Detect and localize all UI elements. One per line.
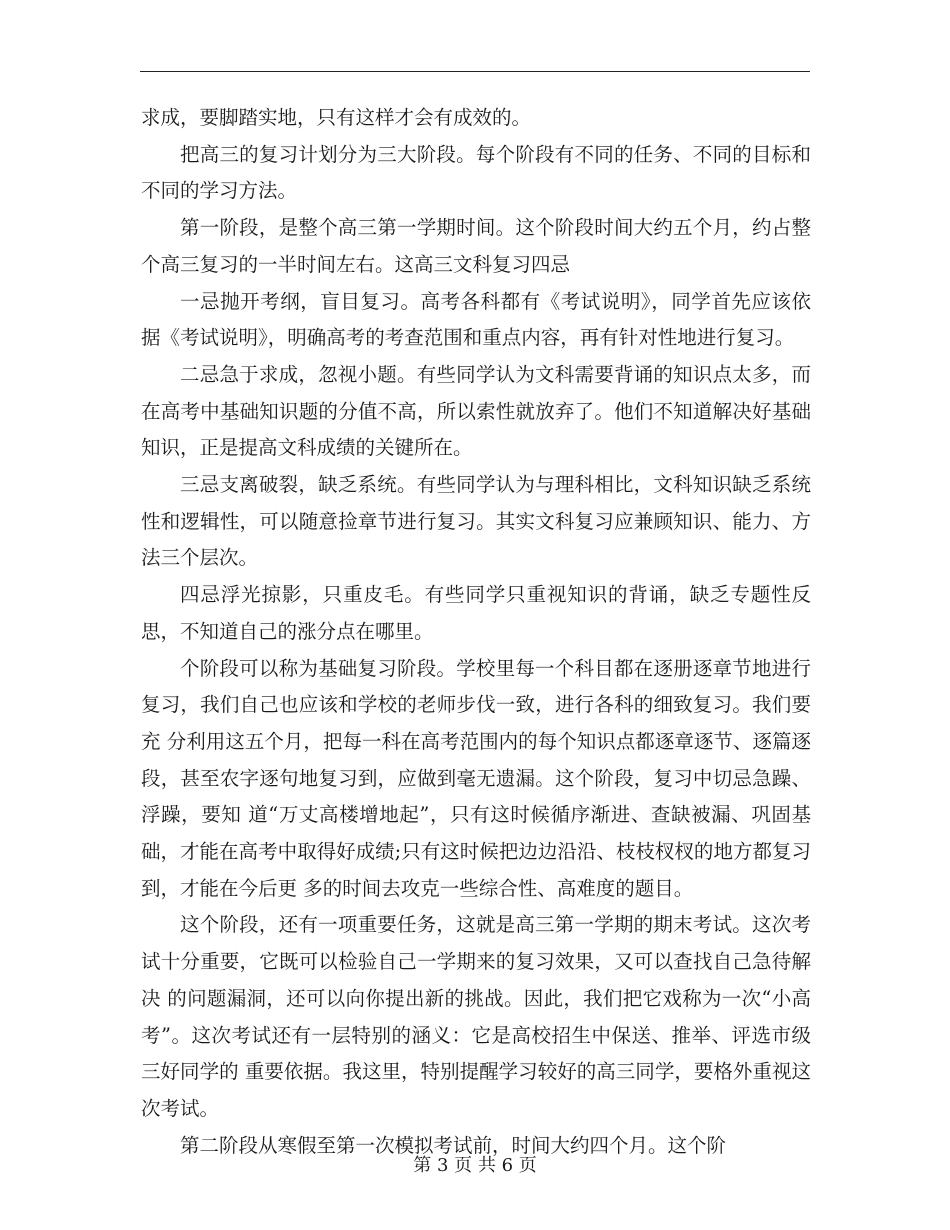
paragraph: 第二阶段从寒假至第一次模拟考试前，时间大约四个月。这个阶 — [180, 1133, 727, 1157]
paragraph: 三忌支离破裂，缺乏系统。有些同学认为与理科相比，文科知识缺乏系统性和逻辑性，可以随意捡章节进行复习。其实文科复习应兼顾知识、能力、方法三个层次。 — [141, 473, 811, 570]
paragraph: 一忌抛开考纲，盲目复习。高考各科都有《考试说明》，同学首先应该依据《考试说明》，明确高考的考查范围和重点内容，再有针对性地进行复习。 — [141, 289, 811, 350]
paragraph: 这个阶段，还有一项重要任务，这就是高三第一学期的期末考试。这次考试十分重要，它既可以检验自己一学期来的复习效果，又可以查找自己急待解决 的问题漏洞，还可以向你提出新的挑战。因此，我们把它戏称为一次“小高考”。这次考试还有一层特别的涵义：它是高校招生中保送、推举、评选市级三好同学的 重要依据。我这里，特别提醒学习较好的高三同学，要格外重视这次考试。 — [141, 913, 811, 1120]
paragraph: 把高三的复习计划分为三大阶段。每个阶段有不同的任务、不同的目标和不同的学习方法。 — [141, 142, 811, 203]
header-rule — [140, 71, 810, 72]
paragraph: 个阶段可以称为基础复习阶段。学校里每一个科目都在逐册逐章节地进行复习，我们自己也应该和学校的老师步伐一致，进行各科的细致复习。我们要充 分利用这五个月，把每一科在高考范围内的每个知识点都逐章逐节、逐篇逐段，甚至农字逐句地复习到，应做到毫无遗漏。这个阶段，复习中切忌急躁、浮躁，要知 道“万丈高楼增地起”，只有这时候循序渐进、查缺被漏、巩固基础，才能在高考中取得好成绩;只有这时候把边边沿沿、枝枝杈杈的地方都复习到，才能在今后更 多的时间去攻克一些综合性、高难度的题目。 — [141, 656, 811, 900]
document-body — [141, 100, 811, 1164]
paragraph: 二忌急于求成，忽视小题。有些同学认为文科需要背诵的知识点太多，而在高考中基础知识题的分值不高，所以索性就放弃了。他们不知道解决好基础知识，正是提高文科成绩的关键所在。 — [141, 362, 811, 460]
paragraph: 求成，要脚踏实地，只有这样才会有成效的。 — [141, 106, 532, 129]
paragraph: 四忌浮光掠影，只重皮毛。有些同学只重视知识的背诵，缺乏专题性反思，不知道自己的涨分点在哪里。 — [141, 583, 811, 643]
paragraph: 第一阶段，是整个高三第一学期时间。这个阶段时间大约五个月，约占整个高三复习的一半时间左右。这高三文科复习四忌 — [141, 216, 811, 276]
page-number-footer: 第 3 页 共 6 页 — [413, 1155, 537, 1176]
